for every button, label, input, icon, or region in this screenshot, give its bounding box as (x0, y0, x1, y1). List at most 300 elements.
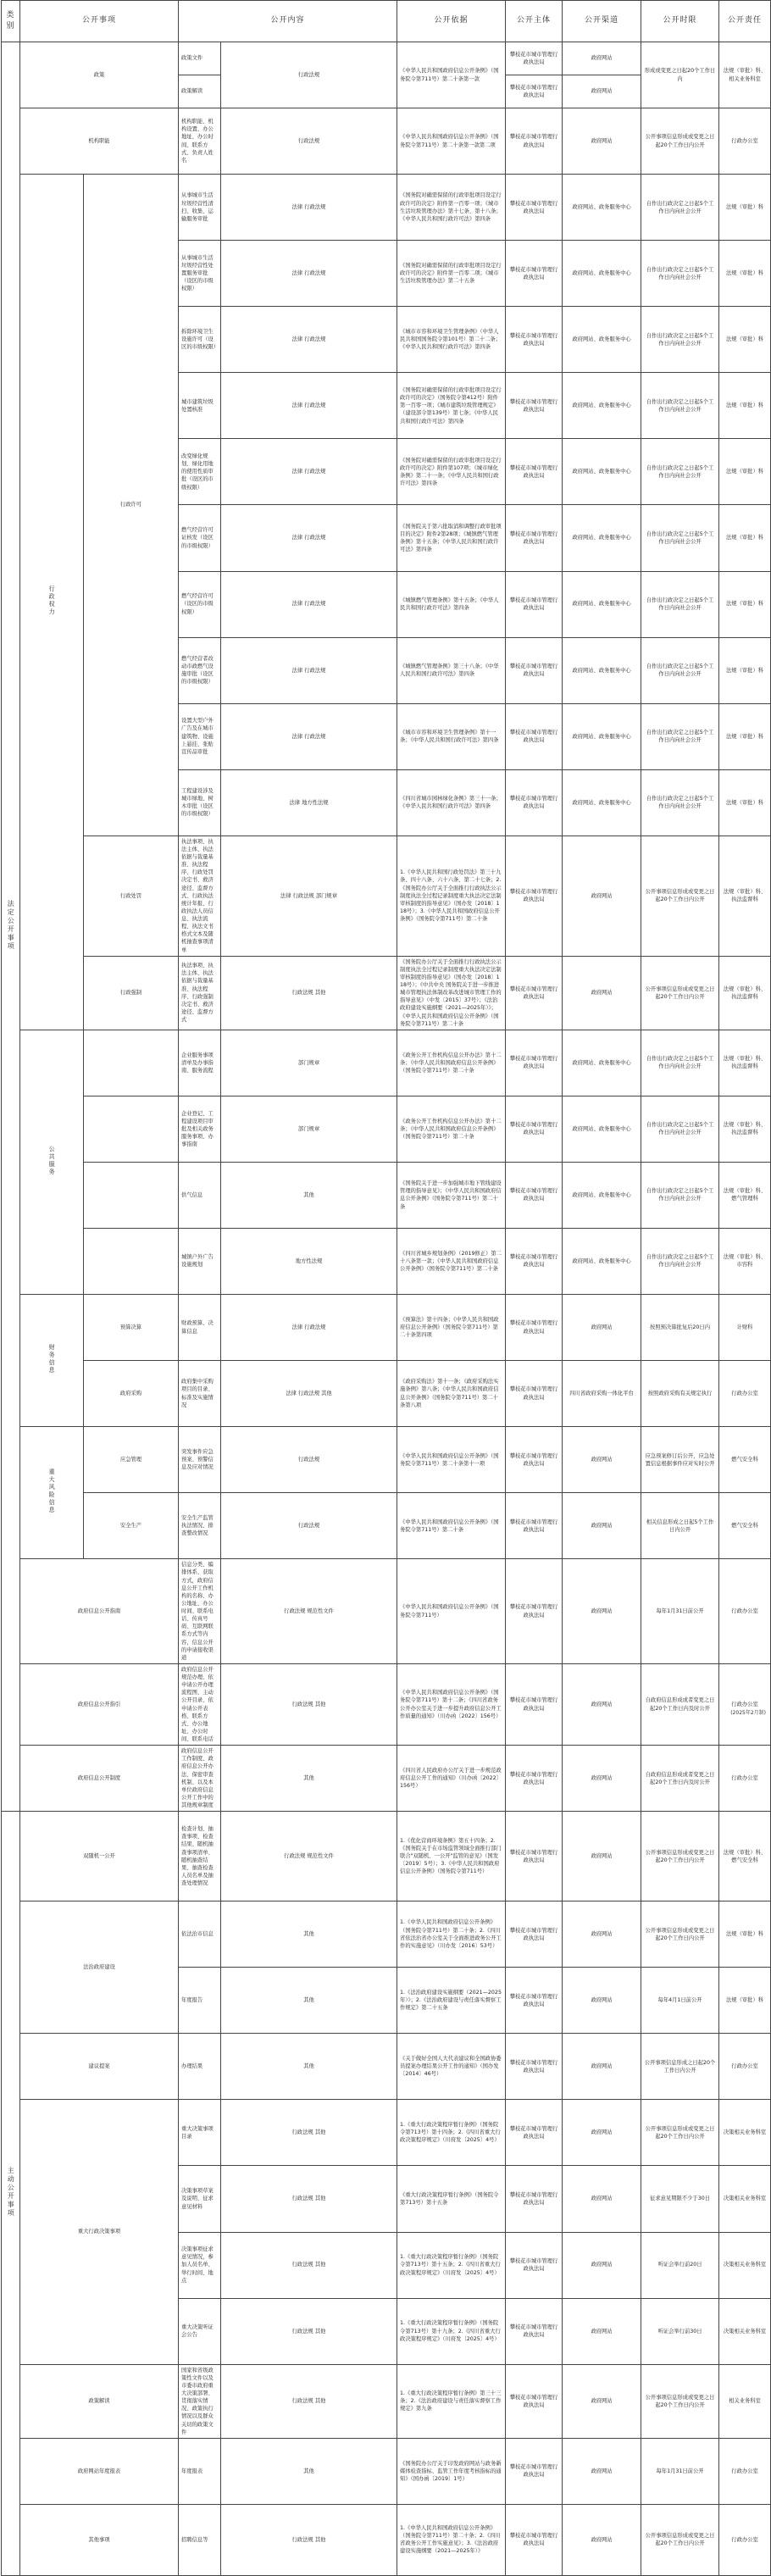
subject-cell: 攀枝花市城市管理行政执法局 (506, 571, 563, 637)
channel-cell: 政府网站 (563, 1295, 641, 1361)
basis-cell: 《四川省人民政府办公厅关于进一步规范政府信息公开工作的通知》（川办函〔2022〕156号） (397, 1746, 506, 1812)
basis-type-cell: 其他 (221, 1968, 397, 2034)
basis-cell: 《国务院对确需保留的行政审批项目设定行政许可的决定》附件第一百零一项；《城市生活垃圾管理办法》第十七条、第十八条；《中华人民共和国行政许可法》第四条 (397, 175, 506, 241)
content-cell: 从事城市生活垃圾经营性处置服务审批（设区的市级权限） (179, 241, 221, 307)
item-cell: 政府网站年度报表 (20, 2438, 179, 2504)
content-cell: 决策事项草案及说明、征求意见材料 (179, 2166, 221, 2232)
channel-cell: 政府网站 (563, 1427, 641, 1493)
channel-cell: 政府网站、政务服务中心 (563, 1030, 641, 1096)
channel-cell: 政府网站 (563, 1901, 641, 1968)
timelimit-cell: 自作出行政决定之日起5个工作日内向社会公开 (641, 175, 719, 241)
basis-cell: 《城市市容和环境卫生管理条例》第十一条；《中华人民共和国行政许可法》第四条 (397, 703, 506, 769)
item-cell: 预算决算 (84, 1295, 179, 1361)
content-cell: 检查计划、抽查事项、检查结果、随机抽查事项清单、随机抽查结果、抽查检查人员名单及抽查处理情况 (179, 1812, 221, 1901)
channel-cell: 政府网站 (563, 2364, 641, 2438)
subject-cell: 攀枝花市城市管理行政执法局 (506, 1228, 563, 1294)
content-cell: 城镇户外广告设施规划 (179, 1228, 221, 1294)
basis-type-cell: 法律 行政法规 (221, 571, 397, 637)
basis-cell: 1.《法治政府建设实施纲要（2021—2025年）》；2.《法治政府建设与责任落实督察工作规定》第二十五条 (397, 1968, 506, 2034)
timelimit-cell: 形成或变更之日起20个工作日内 (641, 42, 719, 108)
duty-cell: 法规（审批）科、执法监督科 (719, 836, 771, 956)
timelimit-cell: 自政府信息形成或者变更之日起20个工作日内及时公开 (641, 1663, 719, 1745)
footnote: (2025年2月制) (730, 1710, 766, 1716)
subject-cell: 攀枝花市城市管理行政执法局 (506, 1493, 563, 1559)
channel-cell: 政府网站、政务服务中心 (563, 703, 641, 769)
table-row (2, 1162, 771, 1228)
content-cell: 决策事项征求意见情况，参加人员名单、举行时间、地点 (179, 2232, 221, 2298)
subcategory-cell (20, 1295, 84, 1427)
channel-cell: 政府网站 (563, 75, 641, 108)
duty-cell: 法规（审批）科、燃气管理科 (719, 1162, 771, 1228)
basis-type-cell: 其他 (221, 1746, 397, 1812)
subject-cell: 攀枝花市城市管理行政执法局 (506, 703, 563, 769)
content-cell: 办理结果 (179, 2034, 221, 2100)
item-cell: 政策 (20, 42, 179, 108)
content-cell: 政府集中采购项目的目录、标准及实施情况 (179, 1361, 221, 1427)
content-cell: 燃气经营许可（设区的市级权限） (179, 571, 221, 637)
duty-cell: 相关业务科室 (719, 2364, 771, 2438)
timelimit-cell: 自作出行政决定之日起5个工作日内向社会公开 (641, 241, 719, 307)
basis-cell: 《国务院关于第六批取消和调整行政审批项目的决定》附件2第28项；《城镇燃气管理条例》第十五条；《中华人民共和国行政许可法》第四条 (397, 505, 506, 571)
channel-cell: 政府网站 (563, 1968, 641, 2034)
item-cell: 政府信息公开指引 (20, 1663, 179, 1745)
item-cell-empty (84, 1030, 179, 1096)
basis-cell: 《城镇燃气管理条例》第十五条；《中华人民共和国行政许可法》第四条 (397, 571, 506, 637)
duty-cell: 行政办公室 (719, 1361, 771, 1427)
duty-cell: 法规（审批）科、执法监督科 (719, 1096, 771, 1162)
duty-cell: 法规（审批）科、执法监督科 (719, 1030, 771, 1096)
channel-cell: 政府网站、政务服务中心 (563, 1162, 641, 1228)
subject-cell: 攀枝花市城市管理行政执法局 (506, 1427, 563, 1493)
duty-cell: 决策相关业务科室 (719, 2298, 771, 2364)
subject-cell: 攀枝花市城市管理行政执法局 (506, 2166, 563, 2232)
timelimit-cell: 征求意见期限不少于30日 (641, 2166, 719, 2232)
header-timelimit: 公开时限 (641, 1, 719, 42)
timelimit-cell: 听证会举行前20日 (641, 2232, 719, 2298)
item-cell: 政府信息公开制度 (20, 1746, 179, 1812)
basis-cell: 1.《中华人民共和国政府信息公开条例》（国务院令第711号）第二十条；2.《四川省政务公开工作实施意见》；3.《法治政府建设实施纲要（2021—2025年）》 (397, 2504, 506, 2575)
basis-cell: 1.《优化营商环境条例》第五十四条；2.《国务院关于在市场监管领域全面推行部门联合"双随机、一公开"监管的意见》（国发〔2019〕5号）；3.《中华人民共和国政府信息公开条例》（国务院令第711号） (397, 1812, 506, 1901)
basis-type-cell: 法律 行政法规 (221, 1295, 397, 1361)
content-cell: 政策解读 (179, 75, 221, 108)
header-content: 公开内容 (179, 1, 397, 42)
item-cell: 机构职能 (20, 108, 179, 175)
channel-cell: 政府网站 (563, 2438, 641, 2504)
timelimit-cell: 自政府信息形成或者变更之日起20个工作日内及时公开 (641, 1746, 719, 1812)
basis-cell: 《关于做好全国人大代表建议和全国政协委员提案办理结果公开工作的通知》（国办发〔2014〕46号） (397, 2034, 506, 2100)
content-cell: 信息分类、编排体系、获取方式，政府信息公开工作机构的名称、办公地址、办公时间、联系电话、传真号码、互联网联系方式等内容，信息公开的申请接收渠道 (179, 1559, 221, 1664)
channel-cell: 政府网站、政务服务中心 (563, 373, 641, 439)
subject-cell: 攀枝花市城市管理行政执法局 (506, 2364, 563, 2438)
item-cell-empty (84, 1228, 179, 1294)
basis-type-cell: 法律 行政法规 (221, 373, 397, 439)
timelimit-cell: 自作出行政决定之日起5个工作日内向社会公开 (641, 571, 719, 637)
basis-type-cell: 法律 行政法规 部门规章 (221, 836, 397, 956)
channel-cell: 政府网站 (563, 2298, 641, 2364)
duty-cell: 法规（审批）科 (719, 769, 771, 836)
basis-type-cell: 行政法规 (221, 1427, 397, 1493)
basis-cell: 《国务院对确需保留的行政审批项目设定行政许可的决定》（国务院令第412号）附件第一百零一项；《城市建筑垃圾管理规定》（建设部令第139号）第七条；《中华人民共和国行政许可法》第四条 (397, 373, 506, 439)
duty-cell: 行政办公室 (719, 2504, 771, 2575)
content-cell: 改变绿化规划、绿化用地的使用性质审批（设区的市级权限） (179, 439, 221, 505)
content-cell: 重大决策听证会公告 (179, 2298, 221, 2364)
basis-cell: 《四川省城市园林绿化条例》第三十一条；《中华人民共和国行政许可法》第四条 (397, 769, 506, 836)
duty-cell: 法规（审批）科 (719, 175, 771, 241)
subject-cell: 攀枝花市城市管理行政执法局 (506, 1361, 563, 1427)
table-row (2, 1559, 771, 1664)
timelimit-cell: 每年4月1日前公开 (641, 1968, 719, 2034)
duty-cell: 法规（审批）科 (719, 439, 771, 505)
table-row (2, 2100, 771, 2166)
channel-cell: 政府网站、政务服务中心 (563, 241, 641, 307)
duty-cell: 法规（审批）科 (719, 1901, 771, 1968)
subject-cell: 攀枝花市城市管理行政执法局 (506, 439, 563, 505)
content-cell: 企业登记、工程建设项目审批及相关政务服务事项、办事指南 (179, 1096, 221, 1162)
duty-cell: 行政办公室 (719, 108, 771, 175)
category-label: 法定公开事项 (7, 899, 15, 951)
timelimit-cell: 公开事项信息形成或变更之日起20个工作日内公开 (641, 2364, 719, 2438)
basis-cell: 1.《重大行政决策程序暂行条例》（国务院令第713号）第十五条；2.《四川省重大行政决策程序规定》（川府发〔2025〕4号） (397, 2232, 506, 2298)
duty-cell: 法规（审批）科、燃气安全科 (719, 1812, 771, 1901)
content-cell: 年度报告 (179, 1968, 221, 2034)
item-cell-empty (84, 1096, 179, 1162)
duty-cell: 法规（审批）科 (719, 703, 771, 769)
table-row (2, 2504, 771, 2575)
basis-cell: 1.《中华人民共和国行政处罚法》第三十九条、四十八条、六十六条、第二十七条；2.《国务院办公厅关于全面推行行政执法公示制度执法全过程记录制度重大执法决定法制审核制度的指导意见》（国办发〔2018〕118号）；3.《中华人民共和国政府信息公开条例》（国务院令第711号）第二十条 (397, 836, 506, 956)
duty-cell: 燃气安全科 (719, 1427, 771, 1493)
subject-cell: 攀枝花市城市管理行政执法局 (506, 75, 563, 108)
channel-cell: 政府网站 (563, 1559, 641, 1664)
duty-cell: 法规（审批）科 (719, 241, 771, 307)
table-row (2, 2364, 771, 2438)
duty-cell: 决策相关业务科室 (719, 2232, 771, 2298)
header-item: 公开事项 (20, 1, 179, 42)
table-row (2, 108, 771, 175)
subject-cell: 攀枝花市城市管理行政执法局 (506, 505, 563, 571)
duty-cell: 行政办公室 (719, 1663, 771, 1745)
subject-cell: 攀枝花市城市管理行政执法局 (506, 241, 563, 307)
basis-type-cell: 行政法规 其他 (221, 2100, 397, 2166)
basis-type-cell: 行政法规 其他 (221, 2166, 397, 2232)
basis-type-cell: 部门规章 (221, 1030, 397, 1096)
content-cell: 政策文件 (179, 42, 221, 75)
basis-cell: 《国务院办公厅关于全面推行行政执法公示制度执法全过程记录制度重大执法决定法制审核制度的指导意见》（国办发〔2018〕118号）；《中共中央 国务院关于进一步推进城市管理执法体制改革改进城市管理工作的指导意见》（中发〔2015〕37号）；《法治政府建设实施纲要（2021—2025年）》；《中华人民共和国政府信息公开条例》（国务院令第711号）第二十条 (397, 956, 506, 1030)
basis-cell: 《国务院办公厅关于印发政府网站与政务新媒体检查指标、监管工作年度考核指标的通知》（国办函〔2019〕1号） (397, 2438, 506, 2504)
timelimit-cell: 每年1月31日前公开 (641, 2438, 719, 2504)
content-cell: 执法事项、执法主体、执法依据与裁量基准、执法程序、行政处罚决定书、救济途径、监督方式、行政执法统计年报、行政执法人员信息、执法流程、执法文书格式文本及随机抽查事项清单 (179, 836, 221, 956)
timelimit-cell: 公开事项信息形成或变更之日起20个工作日内公开 (641, 1901, 719, 1968)
basis-type-cell: 行政法规 其他 (221, 2232, 397, 2298)
timelimit-cell: 公开事项信息形成之日起20个工作日内公开 (641, 2034, 719, 2100)
timelimit-cell: 自作出行政决定之日起5个工作日内向社会公开 (641, 307, 719, 373)
header-category: 类别 (2, 1, 20, 42)
header-duty: 公开责任 (719, 1, 771, 42)
table-row (2, 1096, 771, 1162)
duty-cell: 决策相关业务科室 (719, 2166, 771, 2232)
basis-cell: 《中华人民共和国政府信息公开条例》（国务院令第711号） (397, 1559, 506, 1664)
subject-cell: 攀枝花市城市管理行政执法局 (506, 2034, 563, 2100)
item-cell: 重大行政决策事项 (20, 2100, 179, 2364)
header-subject: 公开主体 (506, 1, 563, 42)
basis-type-cell: 其他 (221, 1162, 397, 1228)
timelimit-cell: 按照预决算批复后20日内 (641, 1295, 719, 1361)
channel-cell: 政府网站 (563, 1812, 641, 1901)
basis-type-cell: 法律 行政法规 (221, 175, 397, 241)
table-row (2, 1901, 771, 1968)
timelimit-cell: 公开事项信息形成或变更之日起20个工作日内公开 (641, 836, 719, 956)
channel-cell: 四川省政府采购一体化平台 (563, 1361, 641, 1427)
content-cell: 设置大型户外广告及在城市建筑物、设施上悬挂、张贴宣传品审批 (179, 703, 221, 769)
timelimit-cell: 应急预案修订后公开，应急处置信息根据事件应对实时公开 (641, 1427, 719, 1493)
content-cell: 政府信息公开规范办理、依申请公开办理流程图、主动公开目录、依申请公开表格、联系方式、办公地址、办公时间、联系电话 (179, 1663, 221, 1745)
timelimit-cell: 公开事项信息形成或变更之日起20个工作日内公开 (641, 2100, 719, 2166)
timelimit-cell: 公开事项信息形成或变更之日起20个工作日内公开 (641, 108, 719, 175)
item-cell: 政府采购 (84, 1361, 179, 1427)
timelimit-cell: 自作出行政决定之日起5个工作日内向社会公开 (641, 439, 719, 505)
subject-cell: 攀枝花市城市管理行政执法局 (506, 307, 563, 373)
basis-cell: 《政务公开工作机构信息公开办法》第十二条；《中华人民共和国政府信息公开条例》（国务院令第711号）第二十条 (397, 1096, 506, 1162)
item-cell: 安全生产 (84, 1493, 179, 1559)
table-row (2, 836, 771, 956)
content-cell: 城市建筑垃圾处置核准 (179, 373, 221, 439)
channel-cell: 政府网站 (563, 2100, 641, 2166)
basis-cell: 《城市市容和环境卫生管理条例》（中华人民共和国国务院令第101号）第二十二条；《中华人民共和国行政许可法》第四条 (397, 307, 506, 373)
content-cell: 供气信息 (179, 1162, 221, 1228)
basis-type-cell: 地方性法规 (221, 1228, 397, 1294)
basis-type-cell: 其他 (221, 1901, 397, 1968)
basis-cell: 1.《重大行政决策程序暂行条例》（国务院令第713号）第十四条；2.《四川省重大行政决策程序规定》（川府发〔2025〕4号） (397, 2100, 506, 2166)
channel-cell: 政府网站 (563, 2034, 641, 2100)
timelimit-cell: 公开事项信息形成或变更之日起20个工作日内公开 (641, 1812, 719, 1901)
duty-cell: 法规（审批）科 (719, 373, 771, 439)
table-row (2, 1427, 771, 1493)
subject-cell: 攀枝花市城市管理行政执法局 (506, 1746, 563, 1812)
basis-cell: 《国务院关于进一步加强城市地下管线建设管理的指导意见》；《中华人民共和国政府信息公开条例》（国务院令第711号）第二十条 (397, 1162, 506, 1228)
channel-cell: 政府网站、政务服务中心 (563, 637, 641, 703)
basis-type-cell: 行政法规 规范性文件 (221, 1559, 397, 1664)
timelimit-cell: 按照政府采购有关规定执行 (641, 1361, 719, 1427)
channel-cell: 政府网站、政务服务中心 (563, 175, 641, 241)
subcategory-label: 公共服务 (48, 1145, 56, 1176)
subcategory-label: 财务信息 (48, 1343, 56, 1374)
channel-cell: 政府网站、政务服务中心 (563, 307, 641, 373)
channel-cell: 政府网站 (563, 42, 641, 75)
basis-cell: 《中华人民共和国政府信息公开条例》（国务院令第711号）第十二条；《四川省政务公开办公室关于进一步提升政府信息公开工作质量的通知》（川办函〔2022〕156号） (397, 1663, 506, 1745)
timelimit-cell: 自作出行政决定之日起5个工作日内向社会公开 (641, 1228, 719, 1294)
content-cell: 从事城市生活垃圾经营性清扫、收集、运输服务审批 (179, 175, 221, 241)
basis-cell: 1.《中华人民共和国政府信息公开条例》（国务院令第711号）第二十条；2.《四川省依法治省办公室关于全面推进政务公开工作的实施意见》（川办发〔2016〕53号） (397, 1901, 506, 1968)
duty-cell: 决策相关业务科室 (719, 2100, 771, 2166)
table-row (2, 2438, 771, 2504)
content-cell: 企业服务事项清单及办事指南、服务流程 (179, 1030, 221, 1096)
duty-cell: 行政办公室 (719, 1559, 771, 1664)
table-body (2, 42, 771, 2576)
duty-cell: 法规（审批）科、相关业务科室 (719, 42, 771, 108)
channel-cell: 政府网站 (563, 2166, 641, 2232)
duty-cell: 行政办公室 (719, 2034, 771, 2100)
table-row (2, 1228, 771, 1294)
header-basis: 公开依据 (397, 1, 506, 42)
subject-cell: 攀枝花市城市管理行政执法局 (506, 2298, 563, 2364)
basis-cell: 《中华人民共和国政府信息公开条例》（国务院令第711号）第二十条第一款第二项 (397, 108, 506, 175)
subject-cell: 攀枝花市城市管理行政执法局 (506, 1559, 563, 1664)
basis-cell: 1.《重大行政决策程序暂行条例》第三十三条；2.《法治政府建设与责任落实督察工作规定》第九条 (397, 2364, 506, 2438)
item-cell: 建议提案 (20, 2034, 179, 2100)
content-cell: 政府信息公开工作制度、政府信息公开办法、保密审查机制、以及本单位政府信息公开工作中的其他规章制度 (179, 1746, 221, 1812)
basis-type-cell: 行政法规 (221, 42, 397, 108)
subject-cell: 攀枝花市城市管理行政执法局 (506, 2438, 563, 2504)
basis-type-cell: 部门规章 (221, 1096, 397, 1162)
content-cell: 财政预算、决算信息 (179, 1295, 221, 1361)
subject-cell: 攀枝花市城市管理行政执法局 (506, 2100, 563, 2166)
channel-cell: 政府网站、政务服务中心 (563, 769, 641, 836)
duty-cell: 计财科 (719, 1295, 771, 1361)
basis-cell: 《四川省城乡规划条例》（2019修正）第二十八条第一款；《中华人民共和国政府信息公开条例》（国务院令第711号）第二十条 (397, 1228, 506, 1294)
duty-cell: 法规（审批）科 (719, 307, 771, 373)
content-cell: 突发事件应急预案、预警信息及应对情况 (179, 1427, 221, 1493)
item-cell: 政策解读 (20, 2364, 179, 2438)
table-row (2, 1493, 771, 1559)
subject-cell: 攀枝花市城市管理行政执法局 (506, 2232, 563, 2298)
subject-cell: 攀枝花市城市管理行政执法局 (506, 1030, 563, 1096)
table-row (2, 42, 771, 75)
duty-cell: 行政办公室 (719, 1746, 771, 1812)
duty-cell: 法规（审批）科 (719, 1968, 771, 2034)
channel-cell: 政府网站 (563, 836, 641, 956)
table-row (2, 1030, 771, 1096)
timelimit-cell: 自作出行政决定之日起5个工作日内向社会公开 (641, 1030, 719, 1096)
duty-cell: 法规（审批）科 (719, 505, 771, 571)
basis-type-cell: 法律 行政法规 (221, 703, 397, 769)
subject-cell: 攀枝花市城市管理行政执法局 (506, 373, 563, 439)
basis-type-cell: 法律 行政法规 (221, 637, 397, 703)
basis-type-cell: 行政法规 其他 (221, 2298, 397, 2364)
timelimit-cell: 自作出行政决定之日起5个工作日内向社会公开 (641, 1096, 719, 1162)
channel-cell: 政府网站、政务服务中心 (563, 1096, 641, 1162)
duty-cell: 法规（审批）科、执法监督科 (719, 956, 771, 1030)
duty-cell: 燃气安全科 (719, 1493, 771, 1559)
basis-type-cell: 行政法规 其他 (221, 956, 397, 1030)
table-row (2, 175, 771, 241)
channel-cell: 政府网站 (563, 1493, 641, 1559)
timelimit-cell: 自作出行政决定之日起5个工作日内向社会公开 (641, 703, 719, 769)
item-cell: 双随机一公开 (20, 1812, 179, 1901)
table-row (2, 1295, 771, 1361)
content-cell: 国家和省级政策性文件以及市委市政府重大决策部署、贯彻落实情况、政策执行情况以及群众关切的政策文件 (179, 2364, 221, 2438)
timelimit-cell: 自作出行政决定之日起5个工作日内向社会公开 (641, 637, 719, 703)
subject-cell: 攀枝花市城市管理行政执法局 (506, 108, 563, 175)
basis-cell: 《城镇燃气管理条例》第三十八条；《中华人民共和国行政许可法》第四条 (397, 637, 506, 703)
category-label: 主动公开事项 (7, 2166, 15, 2218)
basis-cell: 《国务院对确需保留的行政审批项目设定行政许可的决定》附件第一百零二项；《城市生活垃圾管理办法》第二十五条 (397, 241, 506, 307)
subject-cell: 攀枝花市城市管理行政执法局 (506, 956, 563, 1030)
table-row (2, 956, 771, 1030)
category-cell (2, 1812, 20, 2576)
subject-cell: 攀枝花市城市管理行政执法局 (506, 1812, 563, 1901)
timelimit-cell: 相关信息形成之日起5个工作日内公开 (641, 1493, 719, 1559)
basis-type-cell: 法律 地方性法规 (221, 769, 397, 836)
item-cell: 其他事项 (20, 2504, 179, 2575)
subcategory-label: 行政权力 (48, 585, 56, 616)
basis-cell: 《中华人民共和国政府信息公开条例》（国务院令第711号）第二十条第十一项 (397, 1427, 506, 1493)
channel-cell: 政府网站 (563, 108, 641, 175)
channel-cell: 政府网站 (563, 1746, 641, 1812)
content-cell: 安全生产监管执法情况、排查整改情况 (179, 1493, 221, 1559)
channel-cell: 政府网站 (563, 1663, 641, 1745)
item-cell: 政府信息公开指南 (20, 1559, 179, 1664)
basis-type-cell: 其他 (221, 2034, 397, 2100)
content-cell: 依法治市信息 (179, 1901, 221, 1968)
disclosure-table (1, 0, 771, 2576)
channel-cell: 政府网站、政务服务中心 (563, 439, 641, 505)
table-row (2, 1812, 771, 1901)
duty-cell: 法规（审批）科、市容科 (719, 1228, 771, 1294)
item-cell: 应急管理 (84, 1427, 179, 1493)
basis-cell: 《预算法》第十四条；《中华人民共和国政府信息公开条例》（国务院令第711号）第二十条第四项 (397, 1295, 506, 1361)
timelimit-cell: 自作出行政决定之日起5个工作日内向社会公开 (641, 373, 719, 439)
basis-cell: 《重大行政决策程序暂行条例》（国务院令第713号）第十五条 (397, 2166, 506, 2232)
subject-cell: 攀枝花市城市管理行政执法局 (506, 1295, 563, 1361)
basis-type-cell: 行政法规 其他 (221, 2504, 397, 2575)
subject-cell: 攀枝花市城市管理行政执法局 (506, 1096, 563, 1162)
subject-cell: 攀枝花市城市管理行政执法局 (506, 836, 563, 956)
subject-cell: 攀枝花市城市管理行政执法局 (506, 637, 563, 703)
subject-cell: 攀枝花市城市管理行政执法局 (506, 175, 563, 241)
content-cell: 燃气经营者改动市政燃气设施审批（设区的市级权限） (179, 637, 221, 703)
timelimit-cell: 每年1月31日前公开 (641, 1559, 719, 1664)
timelimit-cell: 公开事项信息形成或变更之日起20个工作日内公开 (641, 956, 719, 1030)
timelimit-cell: 听证会举行前30日 (641, 2298, 719, 2364)
subject-cell: 攀枝花市城市管理行政执法局 (506, 1901, 563, 1968)
subcategory-label: 重大风险信息 (48, 1468, 56, 1515)
basis-type-cell: 法律 行政法规 (221, 307, 397, 373)
table-row (2, 2034, 771, 2100)
basis-type-cell: 行政法规 其他 (221, 1663, 397, 1745)
content-cell: 招聘信息等 (179, 2504, 221, 2575)
basis-type-cell: 行政法规 规范性文件 (221, 1812, 397, 1901)
basis-cell: 《中华人民共和国政府信息公开条例》（国务院令第711号）第二十条 (397, 1493, 506, 1559)
basis-cell: 《国务院对确需保留的行政审批项目设定行政许可的决定》附件第107项；《城市绿化条例》第二十一条；《中华人民共和国行政许可法》第四条 (397, 439, 506, 505)
basis-cell: 1.《重大行政决策程序暂行条例》（国务院令第713号）第十九条；2.《四川省重大行政决策程序规定》（川府发〔2025〕4号） (397, 2298, 506, 2364)
timelimit-cell: 公开事项信息形成或变更之日起20个工作日内公开 (641, 2504, 719, 2575)
subject-cell: 攀枝花市城市管理行政执法局 (506, 1968, 563, 2034)
basis-cell: 《中华人民共和国政府信息公开条例》（国务院令第711号）第二十条第一款 (397, 42, 506, 108)
header-channel: 公开渠道 (563, 1, 641, 42)
subject-cell: 攀枝花市城市管理行政执法局 (506, 1162, 563, 1228)
item-cell: 行政许可 (84, 175, 179, 836)
duty-cell: 法规（审批）科 (719, 637, 771, 703)
subject-cell: 攀枝花市城市管理行政执法局 (506, 769, 563, 836)
duty-cell: 法规（审批）科 (719, 571, 771, 637)
table-row (2, 1746, 771, 1812)
channel-cell: 政府网站、政务服务中心 (563, 1228, 641, 1294)
channel-cell: 政府网站、政务服务中心 (563, 505, 641, 571)
content-cell: 重大决策事项目录 (179, 2100, 221, 2166)
content-cell: 年度报表 (179, 2438, 221, 2504)
basis-cell: 《政务公开工作机构信息公开办法》第十二条；《中华人民共和国政府信息公开条例》（国务院令第711号）第二十条 (397, 1030, 506, 1096)
basis-type-cell: 行政法规 其他 (221, 2364, 397, 2438)
basis-type-cell: 法律 行政法规 (221, 505, 397, 571)
item-cell: 法治政府建设 (20, 1901, 179, 2034)
table-row (2, 1663, 771, 1745)
subject-cell: 攀枝花市城市管理行政执法局 (506, 42, 563, 75)
basis-type-cell: 行政法规 (221, 108, 397, 175)
channel-cell: 政府网站 (563, 956, 641, 1030)
duty-cell: 行政办公室 (719, 2438, 771, 2504)
subcategory-cell (20, 1030, 84, 1294)
channel-cell: 政府网站、政务服务中心 (563, 571, 641, 637)
content-cell: 执法事项、执法主体、执法依据与裁量基准、执法程序、行政强制决定书、救济途径、监督方式 (179, 956, 221, 1030)
